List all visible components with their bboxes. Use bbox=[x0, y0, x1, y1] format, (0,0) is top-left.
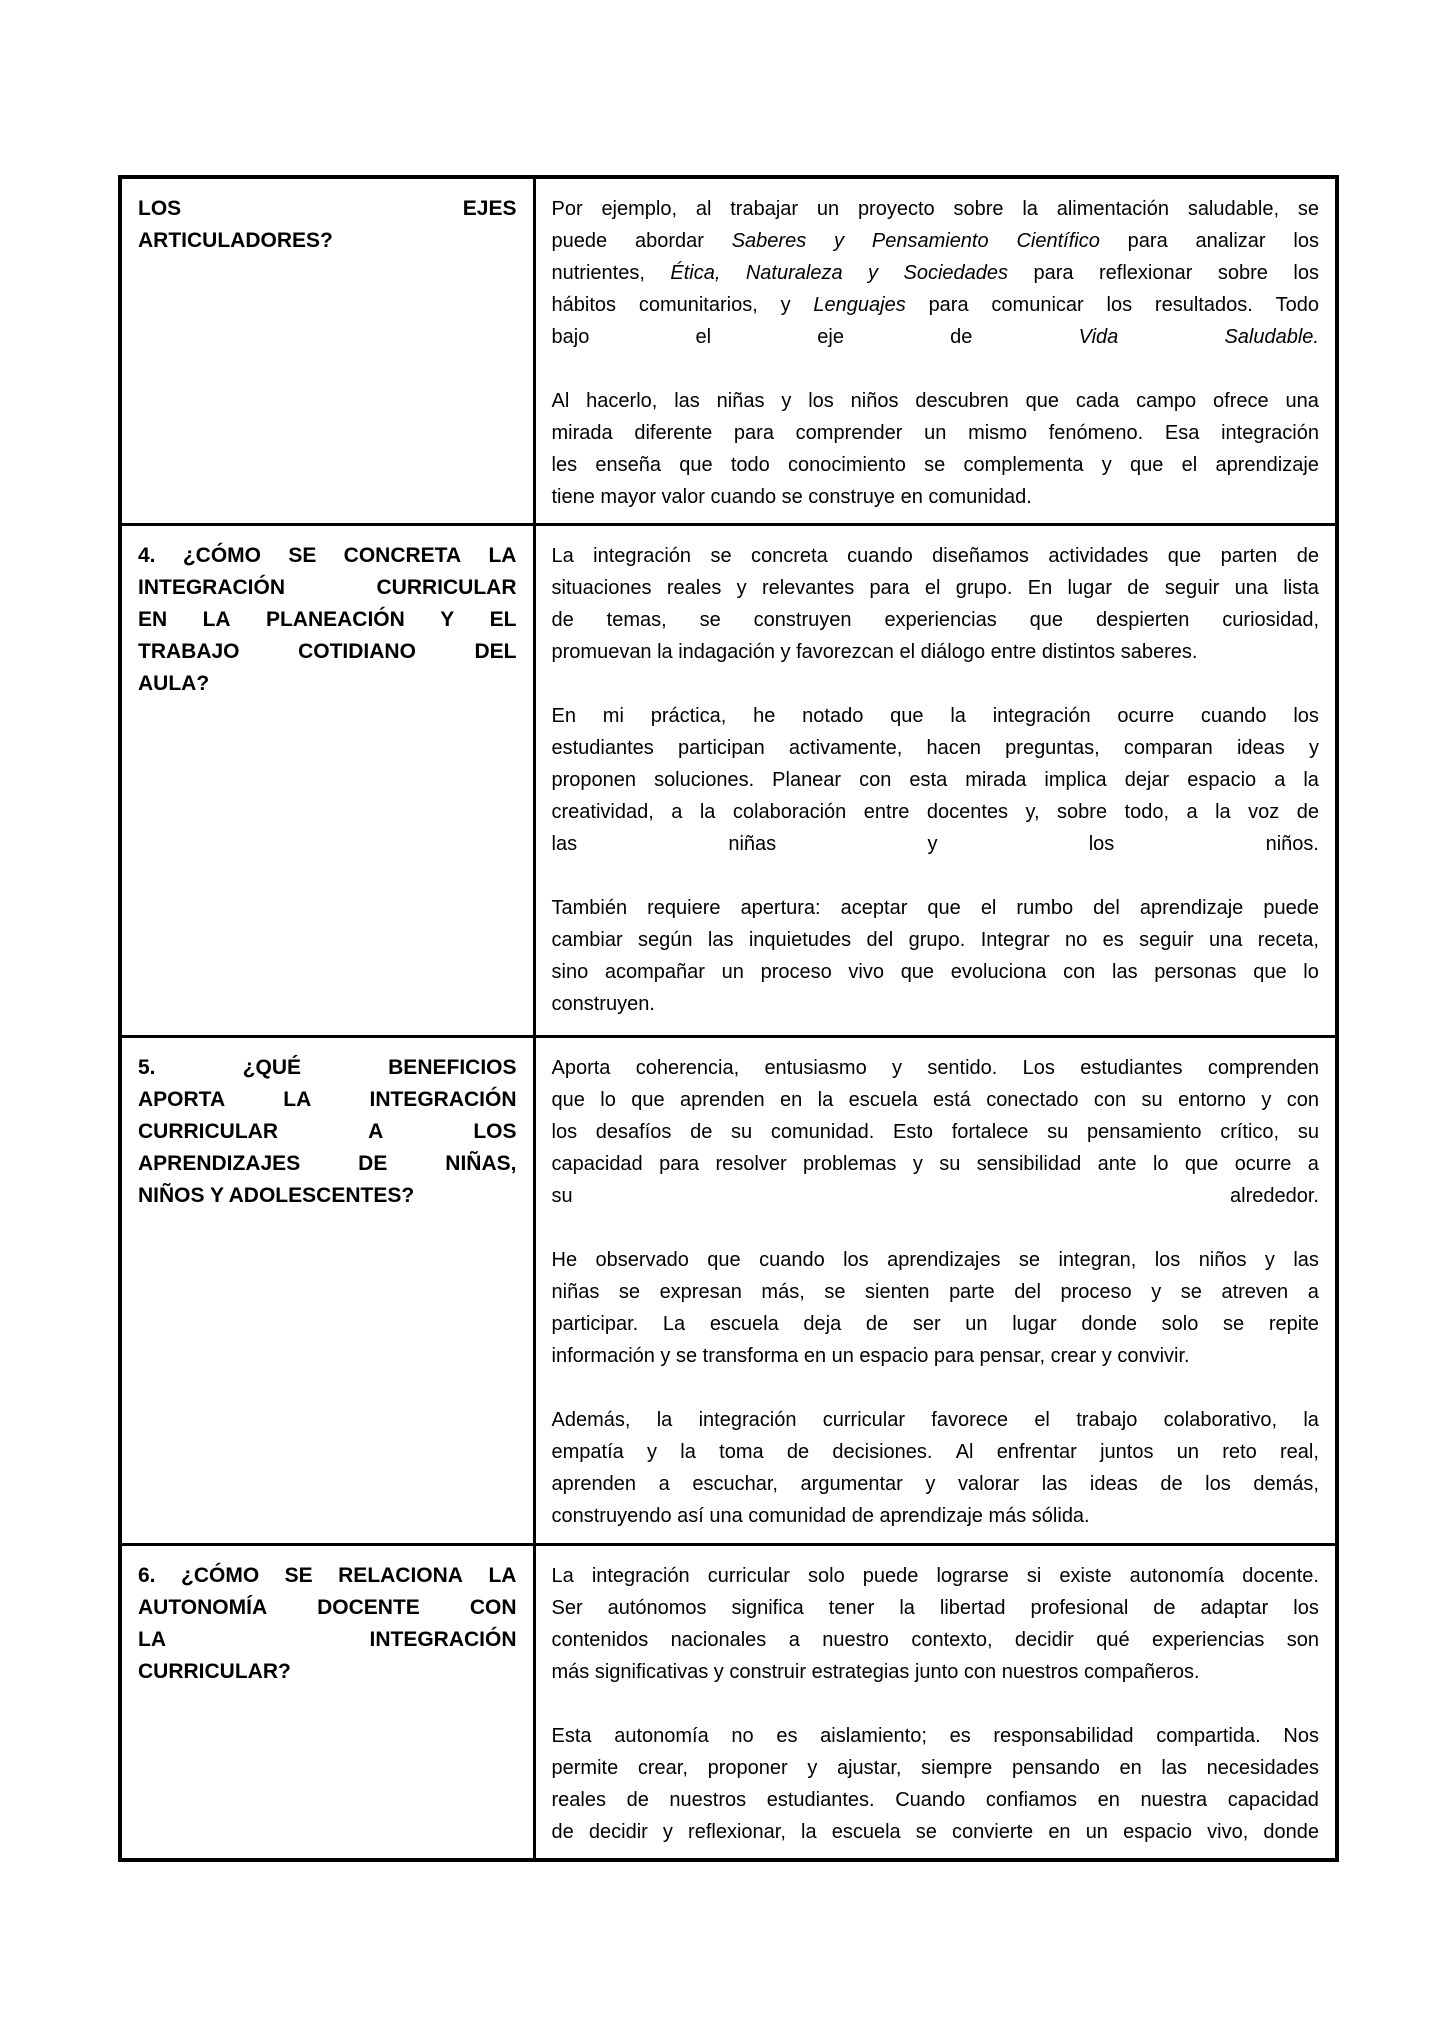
question-line: AULA? bbox=[138, 672, 210, 695]
text-line: contenidos nacionales a nuestro contexto, decidir qué experiencias son bbox=[551, 1629, 1319, 1651]
question-line: APORTA LA INTEGRACIÓN bbox=[138, 1088, 517, 1111]
answer-paragraph bbox=[552, 1052, 1320, 1212]
text-line: aprenden a escuchar, argumentar y valorar las ideas de los demás, bbox=[551, 1473, 1319, 1495]
question-line: TRABAJO COTIDIANO DEL bbox=[138, 640, 517, 663]
answer-paragraph bbox=[552, 1244, 1320, 1372]
question-line: 4. ¿CÓMO SE CONCRETA LA bbox=[138, 544, 517, 567]
answer-paragraph bbox=[552, 1560, 1320, 1688]
answer-cell bbox=[534, 1545, 1337, 1861]
answer-paragraph bbox=[552, 892, 1320, 1020]
text-line: capacidad para resolver problemas y su sensibilidad ante lo que ocurre a bbox=[551, 1153, 1319, 1175]
text-line: creatividad, a la colaboración entre docentes y, sobre todo, a la voz de bbox=[551, 801, 1319, 823]
question-line: NIÑOS Y ADOLESCENTES? bbox=[138, 1184, 415, 1207]
answer-cell bbox=[534, 1037, 1337, 1545]
text-line: En mi práctica, he notado que la integración ocurre cuando los bbox=[551, 705, 1319, 727]
table-row bbox=[120, 525, 1337, 1037]
table-row bbox=[120, 1545, 1337, 1861]
text-line: de decidir y reflexionar, la escuela se convierte en un espacio vivo, donde bbox=[551, 1821, 1319, 1843]
question-line: 5. ¿QUÉ BENEFICIOS bbox=[138, 1056, 517, 1079]
text-line: de temas, se construyen experiencias que despierten curiosidad, bbox=[551, 609, 1319, 631]
text-line: promuevan la indagación y favorezcan el diálogo entre distintos saberes. bbox=[551, 641, 1198, 663]
qa-table bbox=[118, 175, 1339, 1862]
question-cell bbox=[120, 525, 534, 1037]
text-line: niñas se expresan más, se sienten parte del proceso y se atreven a bbox=[551, 1281, 1319, 1303]
answer-paragraph bbox=[552, 385, 1320, 513]
text-line: construyen. bbox=[551, 993, 655, 1015]
text-line: cambiar según las inquietudes del grupo. Integrar no es seguir una receta, bbox=[551, 929, 1319, 951]
question-line: CURRICULAR? bbox=[138, 1660, 291, 1683]
text-line: La integración curricular solo puede lograrse si existe autonomía docente. bbox=[551, 1565, 1319, 1587]
qa-table-body bbox=[120, 177, 1337, 1860]
table-row bbox=[120, 177, 1337, 525]
text-line: Además, la integración curricular favorece el trabajo colaborativo, la bbox=[551, 1409, 1319, 1431]
text-line: hábitos comunitarios, y Lenguajes para comunicar los resultados. Todo bbox=[551, 294, 1319, 316]
text-line: Por ejemplo, al trabajar un proyecto sobre la alimentación saludable, se bbox=[551, 198, 1319, 220]
question-line: ARTICULADORES? bbox=[138, 229, 333, 252]
text-line: las niñas y los niños. bbox=[551, 833, 1319, 855]
answer-cell bbox=[534, 177, 1337, 525]
question-line: CURRICULAR A LOS bbox=[138, 1120, 517, 1143]
text-line: sino acompañar un proceso vivo que evoluciona con las personas que lo bbox=[551, 961, 1319, 983]
question-line: LOS EJES bbox=[138, 197, 517, 220]
text-line: He observado que cuando los aprendizajes se integran, los niños y las bbox=[551, 1249, 1319, 1271]
text-line: Aporta coherencia, entusiasmo y sentido. Los estudiantes comprenden bbox=[551, 1057, 1319, 1079]
text-line: participar. La escuela deja de ser un lugar donde solo se repite bbox=[551, 1313, 1319, 1335]
question-cell bbox=[120, 1545, 534, 1861]
answer-paragraph bbox=[552, 1720, 1320, 1848]
answer-paragraph bbox=[552, 1404, 1320, 1532]
text-line: puede abordar Saberes y Pensamiento Científico para analizar los bbox=[551, 230, 1319, 252]
question-line: EN LA PLANEACIÓN Y EL bbox=[138, 608, 517, 631]
table-row bbox=[120, 1037, 1337, 1545]
text-line: estudiantes participan activamente, hacen preguntas, comparan ideas y bbox=[551, 737, 1319, 759]
text-line: tiene mayor valor cuando se construye en comunidad. bbox=[551, 486, 1032, 508]
text-line: empatía y la toma de decisiones. Al enfrentar juntos un reto real, bbox=[551, 1441, 1319, 1463]
question-line: 6. ¿CÓMO SE RELACIONA LA bbox=[138, 1564, 517, 1587]
text-line: reales de nuestros estudiantes. Cuando confiamos en nuestra capacidad bbox=[551, 1789, 1319, 1811]
text-line: nutrientes, Ética, Naturaleza y Sociedades para reflexionar sobre los bbox=[551, 262, 1319, 284]
answer-paragraph bbox=[552, 700, 1320, 860]
text-line: más significativas y construir estrategias junto con nuestros compañeros. bbox=[551, 1661, 1200, 1683]
question-cell bbox=[120, 1037, 534, 1545]
text-line: Esta autonomía no es aislamiento; es responsabilidad compartida. Nos bbox=[551, 1725, 1319, 1747]
text-line: permite crear, proponer y ajustar, siempre pensando en las necesidades bbox=[551, 1757, 1319, 1779]
text-line: bajo el eje de Vida Saludable. bbox=[551, 326, 1319, 348]
question-line: APRENDIZAJES DE NIÑAS, bbox=[138, 1152, 517, 1175]
text-line: información y se transforma en un espacio para pensar, crear y convivir. bbox=[551, 1345, 1190, 1367]
text-line: su alrededor. bbox=[551, 1185, 1319, 1207]
question-line: AUTONOMÍA DOCENTE CON bbox=[138, 1596, 517, 1619]
text-line: Ser autónomos significa tener la libertad profesional de adaptar los bbox=[551, 1597, 1319, 1619]
text-line: que lo que aprenden en la escuela está conectado con su entorno y con bbox=[551, 1089, 1319, 1111]
text-line: Al hacerlo, las niñas y los niños descubren que cada campo ofrece una bbox=[551, 390, 1319, 412]
question-line: LA INTEGRACIÓN bbox=[138, 1628, 517, 1651]
answer-paragraph bbox=[552, 540, 1320, 668]
text-line: proponen soluciones. Planear con esta mirada implica dejar espacio a la bbox=[551, 769, 1319, 791]
question-line: INTEGRACIÓN CURRICULAR bbox=[138, 576, 517, 599]
text-line: construyendo así una comunidad de aprendizaje más sólida. bbox=[551, 1505, 1090, 1527]
text-line: También requiere apertura: aceptar que el rumbo del aprendizaje puede bbox=[551, 897, 1319, 919]
text-line: mirada diferente para comprender un mismo fenómeno. Esa integración bbox=[551, 422, 1319, 444]
text-line: les enseña que todo conocimiento se complementa y que el aprendizaje bbox=[551, 454, 1319, 476]
text-line: La integración se concreta cuando diseñamos actividades que parten de bbox=[551, 545, 1319, 567]
question-cell bbox=[120, 177, 534, 525]
text-line: situaciones reales y relevantes para el grupo. En lugar de seguir una lista bbox=[551, 577, 1319, 599]
answer-paragraph bbox=[552, 193, 1320, 353]
answer-cell bbox=[534, 525, 1337, 1037]
text-line: los desafíos de su comunidad. Esto fortalece su pensamiento crítico, su bbox=[551, 1121, 1319, 1143]
